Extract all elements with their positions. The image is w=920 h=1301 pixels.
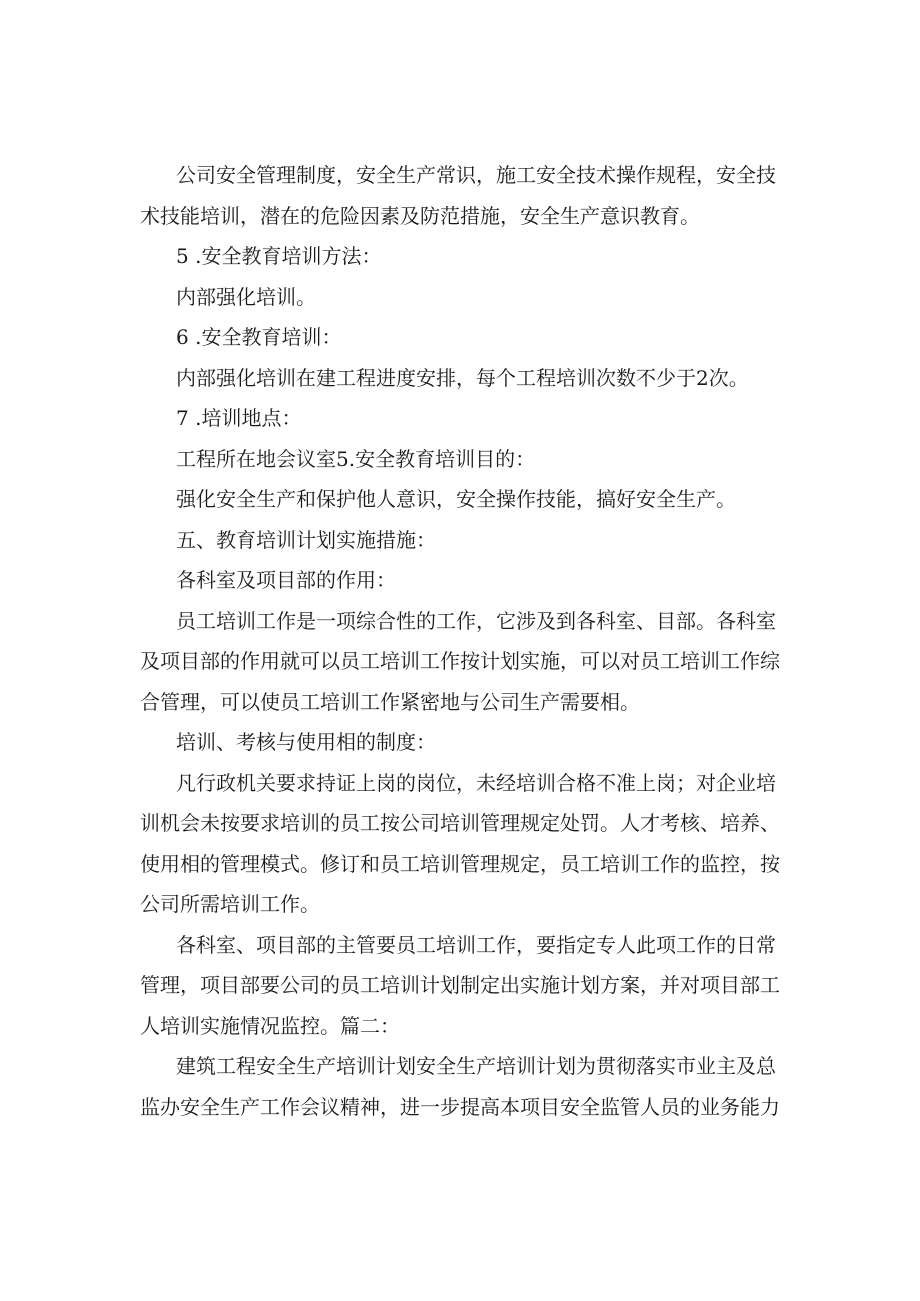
text-line: 训机会未按要求培训的员工按公司培训管理规定处罚。人才考核、培养、 — [140, 811, 780, 835]
paragraph-departments-role — [140, 601, 780, 723]
paragraph-construction-plan — [140, 1046, 780, 1127]
paragraph-supervisors — [140, 925, 780, 1047]
text-line: 及项目部的作用就可以员工培训工作按计划实施，可以对员工培训工作综 — [140, 649, 780, 673]
text-line: 公司安全管理制度，安全生产常识，施工安全技术操作规程，安全技 — [176, 163, 776, 187]
paragraph-training-purpose — [176, 479, 776, 520]
text-line: 强化安全生产和保护他人意识，安全操作技能，搞好安全生产。 — [176, 487, 736, 511]
text-line: 术技能培训，潜在的危险因素及防范措施，安全生产意识教育。 — [140, 203, 700, 228]
heading-training-method — [176, 236, 776, 277]
text-line: 人培训实施情况监控。篇二： — [140, 1013, 400, 1038]
paragraph-training-content — [140, 155, 776, 236]
paragraph-safety-training — [176, 358, 776, 399]
text-line: 公司所需培训工作。 — [140, 892, 320, 916]
text-line: 各科室及项目部的作用： — [176, 568, 396, 592]
text-line: 7 .培训地点： — [176, 406, 302, 430]
text-line: 建筑工程安全生产培训计划安全生产培训计划为贯彻落实市业主及总 — [176, 1054, 776, 1078]
heading-training-location — [176, 398, 776, 439]
paragraph-training-location — [176, 439, 776, 480]
subheading-departments-role — [176, 560, 776, 601]
text-line: 内部强化培训。 — [176, 284, 316, 309]
text-line: 工程所在地会议室5.安全教育培训目的： — [176, 446, 536, 471]
text-line: 培训、考核与使用相的制度： — [176, 730, 436, 754]
text-line: 员工培训工作是一项综合性的工作，它涉及到各科室、目部。各科室 — [176, 608, 776, 633]
text-line: 6 .安全教育培训： — [176, 325, 342, 349]
text-line: 监办安全生产工作会议精神，进一步提高本项目安全监管人员的业务能力 — [140, 1094, 780, 1119]
text-line: 内部强化培训在建工程进度安排，每个工程培训次数不少于2次。 — [176, 365, 749, 390]
text-line: 各科室、项目部的主管要员工培训工作，要指定专人此项工作的日常 — [176, 932, 776, 957]
subheading-assessment-system — [176, 722, 776, 763]
text-line: 五、教育培训计划实施措施： — [176, 527, 436, 552]
text-line: 5 .安全教育培训方法： — [176, 244, 382, 268]
text-line: 凡行政机关要求持证上岗的岗位，未经培训合格不准上岗；对企业培 — [176, 770, 776, 795]
text-line: 管理，项目部要公司的员工培训计划制定出实施计划方案，并对项目部工 — [140, 973, 780, 997]
paragraph-assessment-system — [140, 763, 780, 925]
text-line: 使用相的管理模式。修订和员工培训管理规定，员工培训工作的监控，按 — [140, 851, 780, 876]
paragraph-training-method — [176, 277, 776, 318]
document-body — [140, 155, 780, 1127]
section-heading-measures — [176, 520, 776, 561]
heading-safety-training — [176, 317, 776, 358]
text-line: 合管理，可以使员工培训工作紧密地与公司生产需要相。 — [140, 689, 640, 714]
